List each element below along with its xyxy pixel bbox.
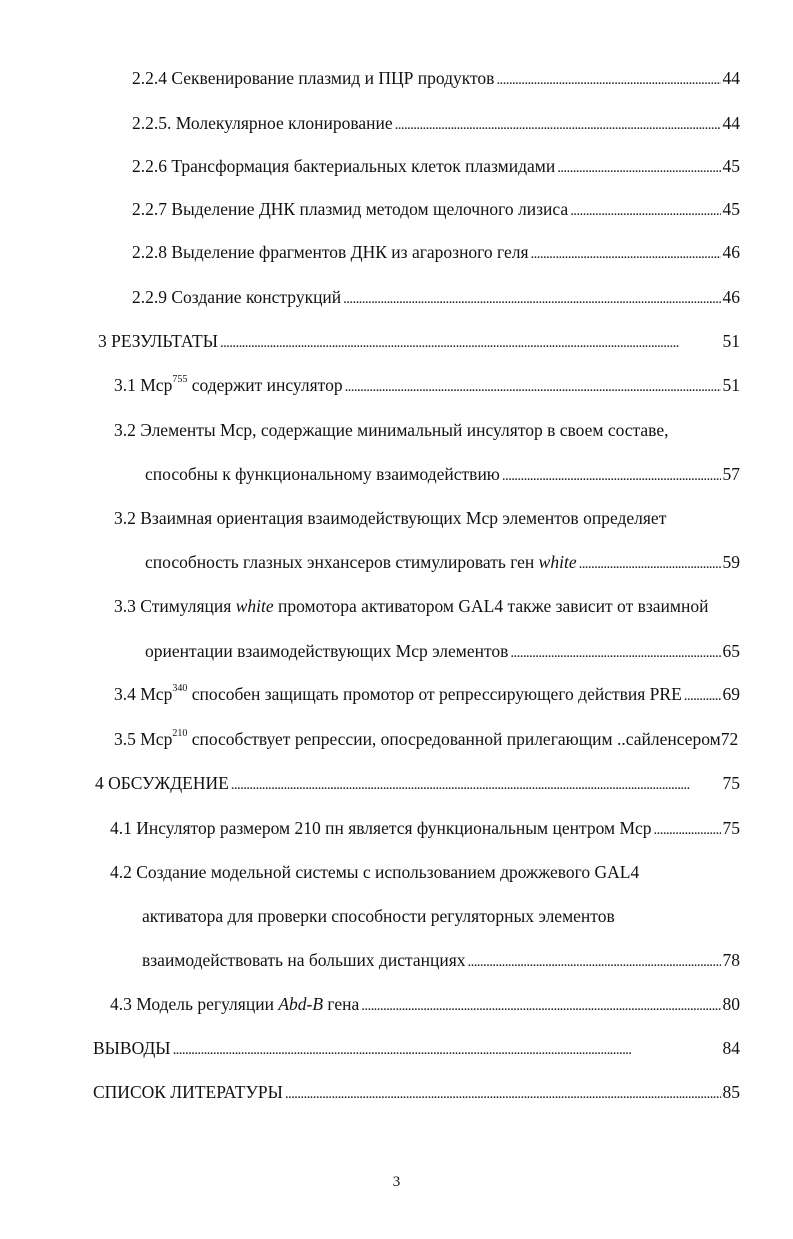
toc-entry-page: 84: [722, 1038, 740, 1058]
toc-entry-page: 44: [722, 68, 740, 88]
leader-dots: [531, 240, 721, 266]
toc-entry-title: 2.2.4 Секвенирование плазмид и ПЦР продуктов: [132, 68, 495, 88]
leader-dots: [684, 682, 721, 708]
toc-entry-3-2b-line1: [114, 506, 740, 530]
leader-dots: [496, 66, 720, 92]
toc-entry-page: 85: [722, 1082, 740, 1102]
toc-entry-2-2-5: [132, 111, 740, 135]
toc-entry-page: 69: [722, 684, 740, 704]
toc-entry-3-3-line1: [114, 594, 740, 618]
toc-entry-4-2-line1: [110, 860, 740, 884]
toc-entry-title: 2.2.8 Выделение фрагментов ДНК из агарозного геля: [132, 242, 529, 262]
toc-entry-page: 80: [722, 994, 740, 1014]
toc-entry-page: 75: [722, 818, 740, 838]
toc-entry-page: 75: [722, 773, 740, 793]
toc-entry-title: способны к функциональному взаимодействию: [145, 464, 500, 484]
page-number: 3: [392, 1174, 401, 1190]
toc-entry-3-1: [114, 373, 740, 397]
toc-entry-page: 57: [722, 464, 740, 484]
toc-entry-page: 45: [722, 156, 740, 176]
toc-entry-page: 44: [722, 113, 740, 133]
toc-entry-title: 3.3 Стимуляция white промотора активатором GAL4 также зависит от взаимной: [114, 596, 709, 616]
toc-entry-title: способность глазных энхансеров стимулировать ген white: [145, 552, 577, 572]
toc-entry-page: 65: [722, 641, 740, 661]
toc-entry-title: 4.1 Инсулятор размером 210 пн является функциональным центром Mcp: [110, 818, 652, 838]
leader-dots: [502, 462, 721, 488]
toc-entry-page: 59: [722, 552, 740, 572]
toc-entry-page: 51: [722, 331, 740, 351]
toc-entry-4-1: [110, 816, 740, 840]
toc-entry-title: 3.2 Взаимная ориентация взаимодействующих Mcp элементов определяет: [114, 508, 667, 528]
leader-dots: [231, 771, 721, 797]
toc-entry-title: активатора для проверки способности регуляторных элементов: [142, 906, 615, 926]
toc-entry-title: 4 ОБСУЖДЕНИЕ: [95, 773, 229, 793]
toc-entry-title: ориентации взаимодействующих Mcp элементов: [145, 641, 509, 661]
leader-dots: [173, 1036, 721, 1062]
toc-entry-3-3-line2: [145, 639, 740, 663]
toc-entry-4-3: [110, 992, 740, 1016]
leader-dots: [570, 197, 720, 223]
toc-entry-page: 78: [722, 950, 740, 970]
leader-dots: [654, 816, 721, 842]
toc-entry-references: [93, 1080, 740, 1104]
toc-entry-2-2-9: [132, 285, 740, 309]
toc-entry-title: СПИСОК ЛИТЕРАТУРЫ: [93, 1082, 283, 1102]
toc-entry-page: 72: [720, 729, 739, 749]
toc-entry-title: 2.2.5. Молекулярное клонирование: [132, 113, 393, 133]
toc-entry-2-2-4: [132, 66, 740, 90]
leader-dots: [345, 373, 721, 399]
toc-entry-3-2b-line2: [145, 550, 740, 574]
toc-entry-2-2-6: [132, 154, 740, 178]
toc-entry-4-2-line3: [142, 948, 740, 972]
toc-entry-page: 46: [722, 287, 740, 307]
toc-entry-results: [98, 329, 740, 353]
toc-entry-title: 3 РЕЗУЛЬТАТЫ: [98, 331, 218, 351]
toc-entry-title: 3.1 Mcp$^{755}$ содержит инсулятор: [114, 374, 343, 395]
toc-entry-page: 51: [722, 375, 740, 395]
toc-entry-discussion: [95, 771, 740, 795]
leader-dots: [579, 550, 721, 576]
toc-entry-title: 4.3 Модель регуляции Abd-B гена: [110, 994, 360, 1014]
toc-entry-title: 4.2 Создание модельной системы с использованием дрожжевого GAL4: [110, 862, 640, 882]
toc-entry-title: 3.4 Mcp$^{340}$ способен защищать промотор от репрессирующего действия PRE: [114, 683, 682, 704]
toc-entry-3-4: [114, 682, 740, 706]
toc-entry-page: 45: [722, 199, 740, 219]
toc-entry-title: 2.2.9 Создание конструкций: [132, 287, 342, 307]
toc-entry-title: 3.2 Элементы Mcp, содержащие минимальный инсулятор в своем составе,: [114, 420, 669, 440]
leader-dots: [510, 639, 720, 665]
toc-entry-title: взаимодействовать на больших дистанциях: [142, 950, 466, 970]
leader-dots: [395, 111, 721, 137]
toc-entry-title: 2.2.7 Выделение ДНК плазмид методом щелочного лизиса: [132, 199, 569, 219]
toc-entry-4-2-line2: [142, 904, 740, 928]
toc-entry-title: 3.5 Mcp$^{210}$ способствует репрессии, опосредованной прилегающим ..сайленсером: [114, 728, 721, 749]
toc-entry-title: ВЫВОДЫ: [93, 1038, 171, 1058]
leader-dots: [361, 992, 720, 1018]
toc-entry-conclusions: [93, 1036, 740, 1060]
toc-entry-2-2-8: [132, 240, 740, 264]
leader-dots: [220, 329, 721, 355]
toc-entry-3-5: [114, 727, 750, 751]
leader-dots: [468, 948, 721, 974]
leader-dots: [557, 154, 720, 180]
toc-entry-title: 2.2.6 Трансформация бактериальных клеток плазмидами: [132, 156, 556, 176]
toc-entry-3-2a-line2: [145, 462, 740, 486]
toc-entry-page: 46: [722, 242, 740, 262]
toc-entry-3-2a-line1: [114, 418, 740, 442]
toc-entry-2-2-7: [132, 197, 740, 221]
leader-dots: [285, 1080, 721, 1106]
leader-dots: [343, 285, 720, 311]
